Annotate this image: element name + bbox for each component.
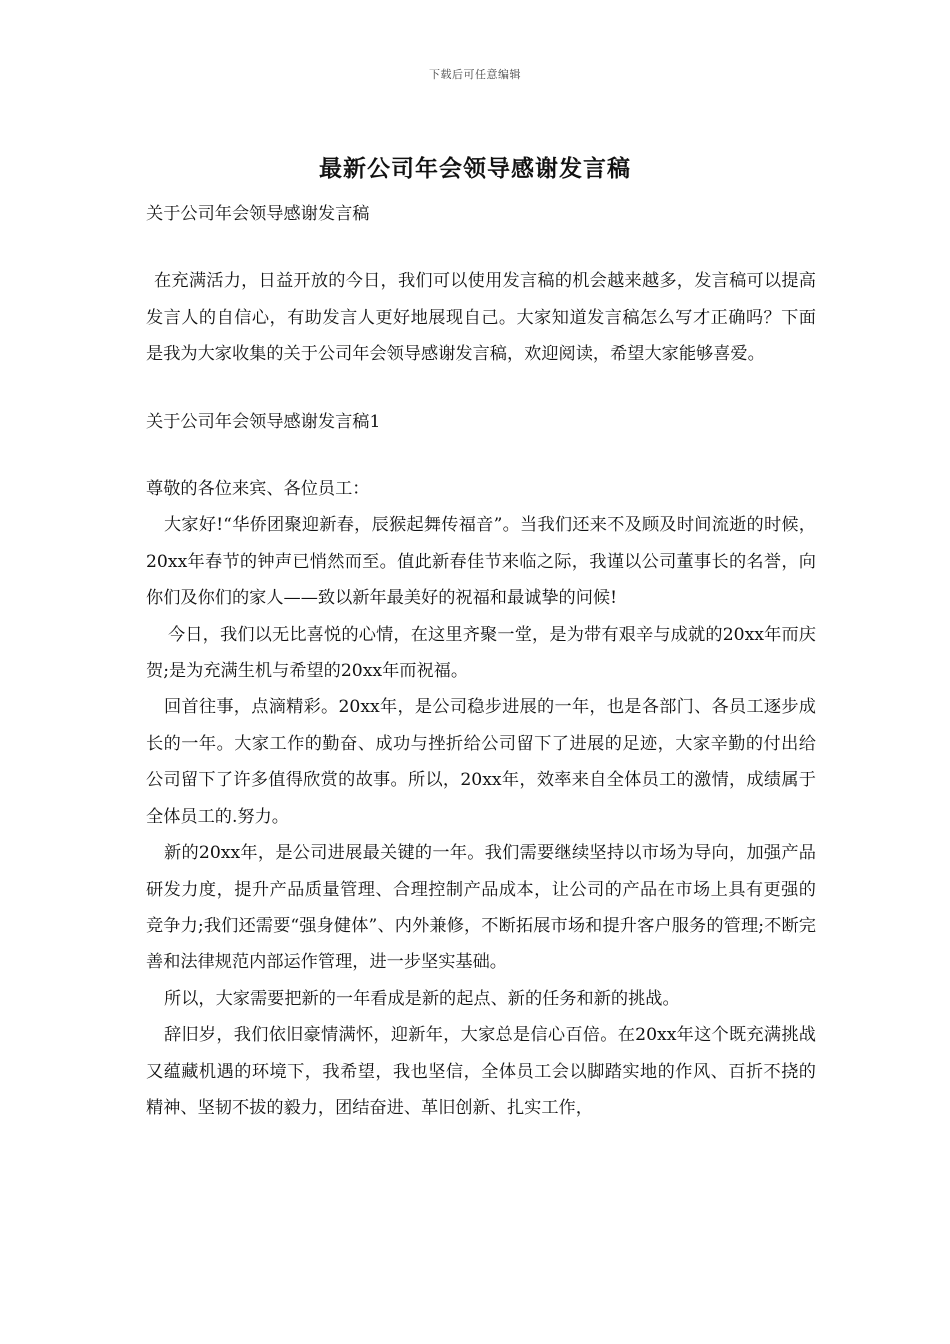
body-paragraph: 大家好!“华侨团聚迎新春，辰猴起舞传福音”。当我们还来不及顾及时间流逝的时候，20xx年春节的钟声已悄然而至。值此新春佳节来临之际，我谨以公司董事长的名誉，向你们及你们的家人——致以新年最美好的祝福和最诚挚的问候! [146, 515, 816, 609]
document-body [146, 196, 816, 1126]
header-note: 下载后可任意编辑 [429, 68, 521, 81]
body-paragraph: 回首往事，点滴精彩。20xx年，是公司稳步进展的一年，也是各部门、各员工逐步成长的一年。大家工作的勤奋、成功与挫折给公司留下了进展的足迹，大家辛勤的付出给公司留下了许多值得欣赏的故事。所以，20xx年，效率来自全体员工的激情，成绩属于全体员工的.努力。 [146, 697, 816, 827]
subtitle: 关于公司年会领导感谢发言稿 [146, 204, 370, 224]
document-title: 最新公司年会领导感谢发言稿 [319, 155, 631, 182]
body-paragraph: 今日，我们以无比喜悦的心情，在这里齐聚一堂，是为带有艰辛与成就的20xx年而庆贺;是为充满生机与希望的20xx年而祝福。 [146, 624, 816, 682]
body-paragraph: 新的20xx年，是公司进展最关键的一年。我们需要继续坚持以市场为导向，加强产品研发力度，提升产品质量管理、合理控制产品成本，让公司的产品在市场上具有更强的竞争力;我们还需要“强身健体”、内外兼修，不断拓展市场和提升客户服务的管理;不断完善和法律规范内部运作管理，进一步坚实基础。 [146, 843, 816, 973]
section-heading: 关于公司年会领导感谢发言稿1 [146, 411, 381, 432]
intro-paragraph: 在充满活力，日益开放的今日，我们可以使用发言稿的机会越来越多，发言稿可以提高发言人的自信心，有助发言人更好地展现自己。大家知道发言稿怎么写才正确吗？下面是我为大家收集的关于公司年会领导感谢发言稿，欢迎阅读，希望大家能够喜爱。 [146, 271, 816, 365]
salutation: 尊敬的各位来宾、各位员工： [146, 479, 370, 500]
body-paragraph: 所以，大家需要把新的一年看成是新的起点、新的任务和新的挑战。 [164, 988, 680, 1009]
body-paragraph: 辞旧岁，我们依旧豪情满怀，迎新年，大家总是信心百倍。在20xx年这个既充满挑战又蕴藏机遇的环境下，我希望，我也坚信，全体员工会以脚踏实地的作风、百折不挠的精神、坚韧不拔的毅力，团结奋进、革旧创新、扎实工作， [146, 1025, 816, 1118]
